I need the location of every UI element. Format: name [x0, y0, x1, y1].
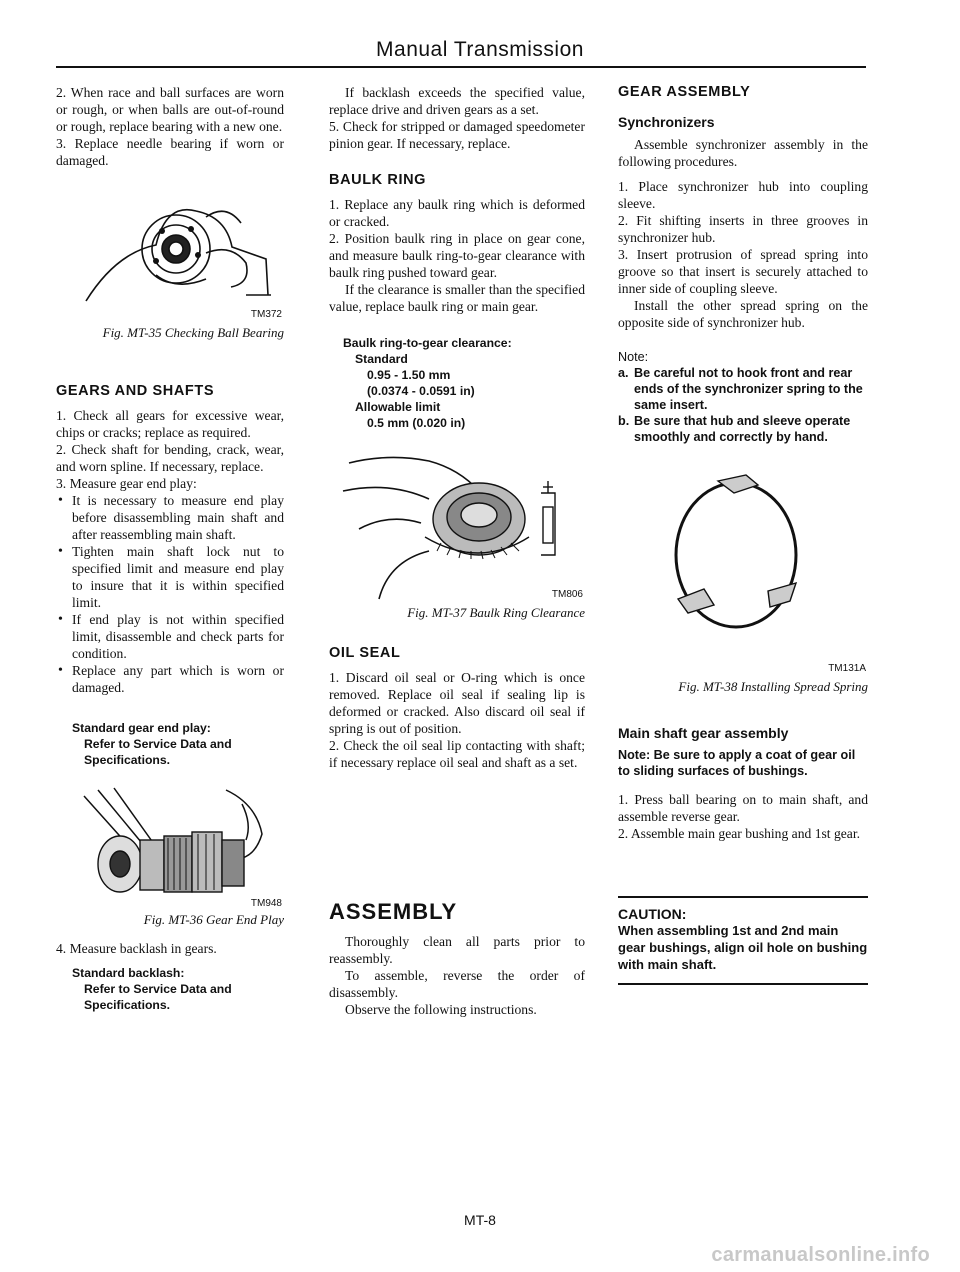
figure-caption: Fig. MT-35 Checking Ball Bearing	[102, 325, 284, 340]
spec-value: 0.5 mm (0.020 in)	[367, 416, 466, 430]
caution-text: When assembling 1st and 2nd main gear bushings, align oil hole on bushing with main shaft.	[618, 923, 868, 972]
list-item: • Replace any part which is worn or damaged.	[56, 662, 284, 696]
sync-paragraph: Install the other spread spring on the opposite side of synchronizer hub.	[618, 298, 868, 330]
gear-end-play-illustration	[56, 784, 284, 894]
figure-code: TM372	[250, 309, 282, 320]
spec-line: Refer to Service Data and	[84, 982, 232, 996]
ball-bearing-illustration	[56, 183, 284, 323]
baulk-paragraph: If the clearance is smaller than the specified value, replace baulk ring or main gear.	[329, 282, 585, 314]
sync-note	[618, 349, 868, 445]
column-middle	[329, 84, 585, 1018]
section-heading-assembly: ASSEMBLY	[329, 899, 458, 924]
assembly-paragraph-3: Observe the following instructions.	[345, 1002, 537, 1017]
figure-code: TM948	[250, 898, 282, 909]
list-item: • If end play is not within specified limit, disassemble and check parts for condition.	[56, 611, 284, 662]
caution-title: CAUTION:	[618, 906, 687, 922]
end-play-bullet-list	[56, 492, 284, 696]
subheading-synchronizers: Synchronizers	[618, 114, 715, 130]
figure-caption: Fig. MT-38 Installing Spread Spring	[678, 679, 868, 694]
gears-step-1: 1. Check all gears for excessive wear, chips or cracks; replace as required.	[56, 408, 284, 440]
assembly-paragraph-2: To assemble, reverse the order of disassembly.	[329, 968, 585, 1000]
baulk-step-1: 1. Replace any baulk ring which is deformed or cracked.	[329, 197, 585, 229]
header-rule	[56, 66, 866, 68]
spec-gear-end-play	[56, 720, 284, 768]
figure-caption: Fig. MT-36 Gear End Play	[143, 912, 284, 927]
oil-seal-step-2: 2. Check the oil seal lip contacting with shaft; if necessary replace oil seal and shaft as a set.	[329, 738, 585, 770]
spread-spring-illustration	[618, 473, 868, 643]
spec-title: Standard backlash:	[72, 966, 185, 980]
subheading-main-shaft-gear-assembly: Main shaft gear assembly	[618, 725, 789, 741]
figure-code: TM131A	[828, 663, 866, 674]
main-shaft-step-1: 1. Press ball bearing on to main shaft, and assemble reverse gear.	[618, 792, 868, 824]
baulk-step-2: 2. Position baulk ring in place on gear cone, and measure baulk ring-to-gear clearance with baulk ring pushed toward gear.	[329, 231, 585, 280]
gears-step-3: 3. Measure gear end play:	[56, 476, 197, 491]
needle-bearing-step-3: 3. Replace needle bearing if worn or damaged.	[56, 136, 284, 168]
section-heading-gear-assembly: GEAR ASSEMBLY	[618, 84, 751, 100]
list-item: • It is necessary to measure end play before disassembling main shaft and after reassembling main shaft.	[56, 492, 284, 543]
spec-line: Allowable limit	[355, 400, 441, 414]
figure-caption: Fig. MT-37 Baulk Ring Clearance	[407, 605, 585, 620]
note-text: Be sure that hub and sleeve operate smoothly and correctly by hand.	[634, 414, 851, 444]
figure-mt-38	[618, 473, 868, 695]
list-item: • Tighten main shaft lock nut to specified limit and measure end play to insure that it is within specified limit.	[56, 543, 284, 611]
spec-baulk-clearance	[329, 335, 585, 431]
sync-step-3: 3. Insert protrusion of spread spring into groove so that insert is securely attached to inner side of coupling sleeve.	[618, 247, 868, 296]
baulk-ring-illustration	[329, 451, 585, 601]
speedometer-step-5: 5. Check for stripped or damaged speedometer pinion gear. If necessary, replace.	[329, 119, 585, 151]
section-heading-baulk-ring: BAULK RING	[329, 172, 427, 188]
backlash-paragraph: If backlash exceeds the specified value, replace drive and driven gears as a set.	[329, 85, 585, 117]
sync-step-2: 2. Fit shifting inserts in three grooves in synchronizer hub.	[618, 213, 868, 245]
gears-step-4: 4. Measure backlash in gears.	[56, 941, 217, 956]
gears-step-2: 2. Check shaft for bending, crack, wear, and worn spline. If necessary, replace.	[56, 442, 284, 474]
site-watermark: carmanualsonline.info	[711, 1244, 930, 1266]
spec-line: Standard	[355, 352, 408, 366]
oil-seal-step-1: 1. Discard oil seal or O-ring which is once removed. Replace oil seal if sealing lip is deformed or cracked. Also discard oil seal if spring is out of position.	[329, 670, 585, 736]
ball-bearing-step-2: 2. When race and ball surfaces are worn or rough, or when balls are out-of-round or rough, replace bearing with a new one.	[56, 85, 284, 134]
note-item-a: a. Be careful not to hook front and rear ends of the synchronizer spring to the same insert.	[618, 366, 863, 412]
spec-line: Specifications.	[84, 998, 171, 1012]
caution-box	[618, 896, 868, 985]
page-number: MT-8	[464, 1212, 496, 1228]
spec-value: (0.0374 - 0.0591 in)	[367, 384, 475, 398]
spec-line: Specifications.	[84, 753, 171, 767]
sync-intro: Assemble synchronizer assembly in the following procedures.	[618, 137, 868, 169]
spec-backlash	[56, 965, 284, 1013]
main-shaft-note: Note: Be sure to apply a coat of gear oil to sliding surfaces of bushings.	[618, 748, 856, 778]
note-item-b: b. Be sure that hub and sleeve operate smoothly and correctly by hand.	[618, 414, 851, 444]
assembly-paragraph-1: Thoroughly clean all parts prior to reassembly.	[329, 934, 585, 966]
column-left	[56, 84, 284, 1013]
figure-mt-36	[56, 784, 284, 928]
column-right	[618, 84, 868, 985]
sync-step-1: 1. Place synchronizer hub into coupling sleeve.	[618, 179, 868, 211]
spec-title: Baulk ring-to-gear clearance:	[343, 336, 512, 350]
spec-title: Standard gear end play:	[72, 721, 211, 735]
spec-value: 0.95 - 1.50 mm	[367, 368, 451, 382]
figure-mt-37	[329, 451, 585, 621]
page-header-title: Manual Transmission	[376, 38, 584, 61]
note-label: Note:	[618, 350, 649, 364]
figure-mt-35	[56, 183, 284, 341]
note-text: Be careful not to hook front and rear ends of the synchronizer spring to the same insert.	[634, 366, 863, 412]
section-heading-gears-and-shafts: GEARS AND SHAFTS	[56, 383, 215, 399]
figure-code: TM806	[551, 589, 583, 600]
main-shaft-step-2: 2. Assemble main gear bushing and 1st gear.	[618, 826, 860, 841]
section-heading-oil-seal: OIL SEAL	[329, 645, 401, 661]
spec-line: Refer to Service Data and	[84, 737, 232, 751]
